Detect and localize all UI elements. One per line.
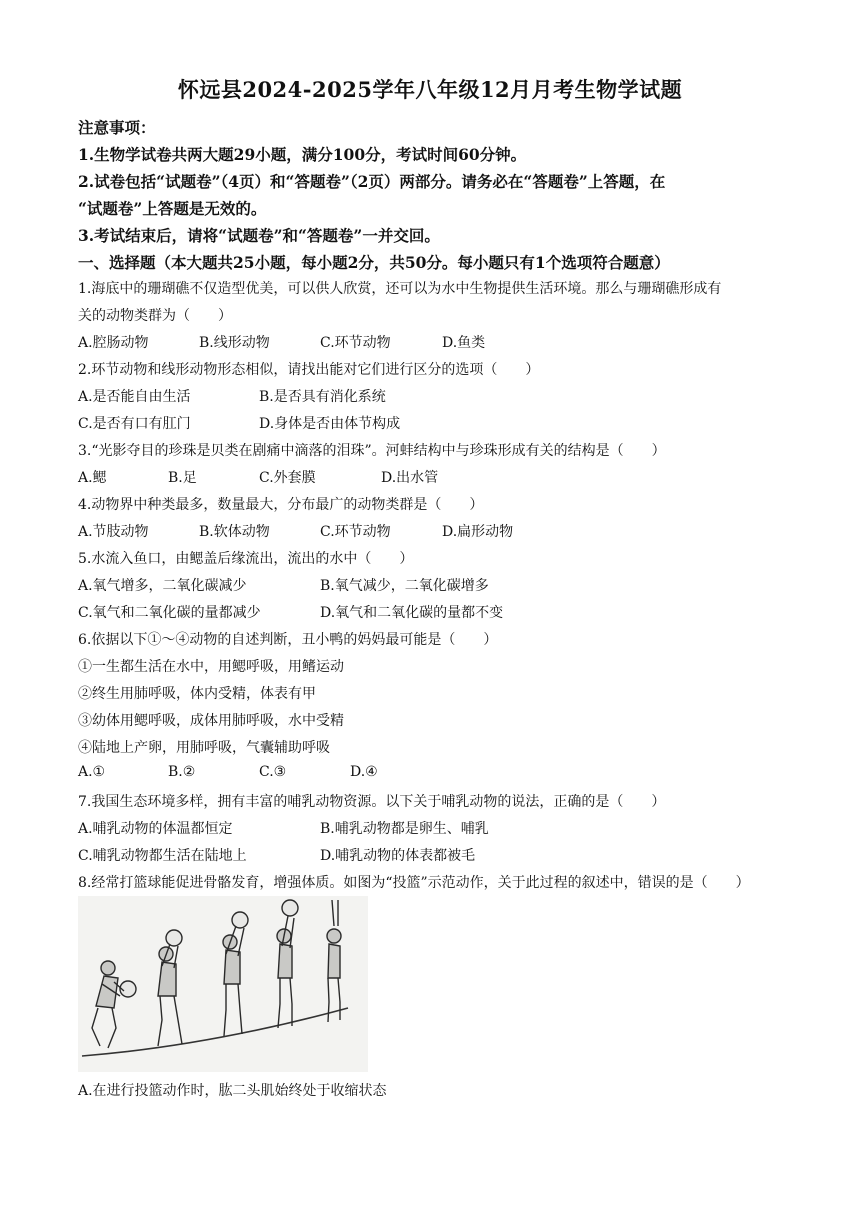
q4-stem: 4.动物界中种类最多，数量最大，分布最广的动物类群是（ ） <box>78 497 484 513</box>
q4-option-d: D.扁形动物 <box>442 524 514 540</box>
q7-option-a: A.哺乳动物的体温都恒定 <box>78 821 233 837</box>
q8-stem: 8.经常打篮球能促进骨骼发育，增强体质。如图为“投篮”示范动作，关于此过程的叙述中，错误的是（ ） <box>78 875 750 891</box>
q7-option-b: B.哺乳动物都是卵生、哺乳 <box>320 821 489 837</box>
basketball-shooting-figure <box>78 896 368 1072</box>
notice-item-3: 3.考试结束后，请将“试题卷”和“答题卷”一并交回。 <box>78 226 440 245</box>
q3-stem: 3.“光影夺目的珍珠是贝类在剧痛中滴落的泪珠”。河蚌结构中与珍珠形成有关的结构是（ ） <box>78 443 666 459</box>
q3-option-b: B.足 <box>168 470 197 486</box>
q6-statement-3: ③幼体用鳃呼吸，成体用肺呼吸，水中受精 <box>78 713 344 729</box>
section-heading: 一、选择题（本大题共25小题，每小题2分，共50分。每小题只有1个选项符合题意） <box>78 253 670 272</box>
q2-option-c: C.是否有口有肛门 <box>78 416 191 432</box>
q7-option-d: D.哺乳动物的体表都被毛 <box>320 848 476 864</box>
q6-statement-4: ④陆地上产卵，用肺呼吸，气囊辅助呼吸 <box>78 740 330 756</box>
notice-heading: 注意事项： <box>78 118 156 137</box>
q4-option-a: A.节肢动物 <box>78 524 149 540</box>
q6-stem: 6.依据以下①～④动物的自述判断，丑小鸭的妈妈最可能是（ ） <box>78 632 498 648</box>
q5-option-b: B.氧气减少，二氧化碳增多 <box>320 578 489 594</box>
q2-stem: 2.环节动物和线形动物形态相似，请找出能对它们进行区分的选项（ ） <box>78 362 540 378</box>
q1-option-b: B.线形动物 <box>199 335 270 351</box>
q1-option-a: A.腔肠动物 <box>78 335 149 351</box>
q4-option-b: B.软体动物 <box>199 524 270 540</box>
exam-title: 怀远县2024-2025学年八年级12月月考生物学试题 <box>177 77 683 102</box>
q3-option-d: D.出水管 <box>381 470 439 486</box>
q5-stem: 5.水流入鱼口，由鳃盖后缘流出，流出的水中（ ） <box>78 551 414 567</box>
q3-option-a: A.鳃 <box>78 470 107 486</box>
q1-stem-a: 1.海底中的珊瑚礁不仅造型优美，可以供人欣赏，还可以为水中生物提供生活环境。那么与珊瑚礁形成有 <box>78 281 722 297</box>
q4-option-c: C.环节动物 <box>320 524 391 540</box>
q6-option-b: B.② <box>168 764 196 780</box>
q5-option-c: C.氧气和二氧化碳的量都减少 <box>78 605 261 621</box>
q6-statement-2: ②终生用肺呼吸，体内受精，体表有甲 <box>78 686 316 702</box>
q6-option-c: C.③ <box>259 764 287 780</box>
q5-option-a: A.氧气增多，二氧化碳减少 <box>78 578 247 594</box>
q1-stem-b: 关的动物类群为（ ） <box>78 308 232 324</box>
q2-option-d: D.身体是否由体节构成 <box>259 416 401 432</box>
q1-option-d: D.鱼类 <box>442 335 486 351</box>
q3-option-c: C.外套膜 <box>259 470 316 486</box>
q7-stem: 7.我国生态环境多样，拥有丰富的哺乳动物资源。以下关于哺乳动物的说法，正确的是（ ） <box>78 794 666 810</box>
q1-option-c: C.环节动物 <box>320 335 391 351</box>
notice-item-1: 1.生物学试卷共两大题29小题，满分100分，考试时间60分钟。 <box>78 145 527 164</box>
q8-option-a: A.在进行投篮动作时，肱二头肌始终处于收缩状态 <box>78 1083 387 1099</box>
q2-option-a: A.是否能自由生活 <box>78 389 191 405</box>
notice-item-2a: 2.试卷包括“试题卷”（4页）和“答题卷”（2页）两部分。请务必在“答题卷”上答题，在 <box>78 172 666 191</box>
q6-option-a: A.① <box>78 764 106 780</box>
q5-option-d: D.氧气和二氧化碳的量都不变 <box>320 605 504 621</box>
notice-item-2b: “试题卷”上答题是无效的。 <box>78 199 267 218</box>
q7-option-c: C.哺乳动物都生活在陆地上 <box>78 848 247 864</box>
q6-option-d: D.④ <box>350 764 378 780</box>
q6-statement-1: ①一生都生活在水中，用鳃呼吸，用鳍运动 <box>78 659 344 675</box>
q2-option-b: B.是否具有消化系统 <box>259 389 386 405</box>
